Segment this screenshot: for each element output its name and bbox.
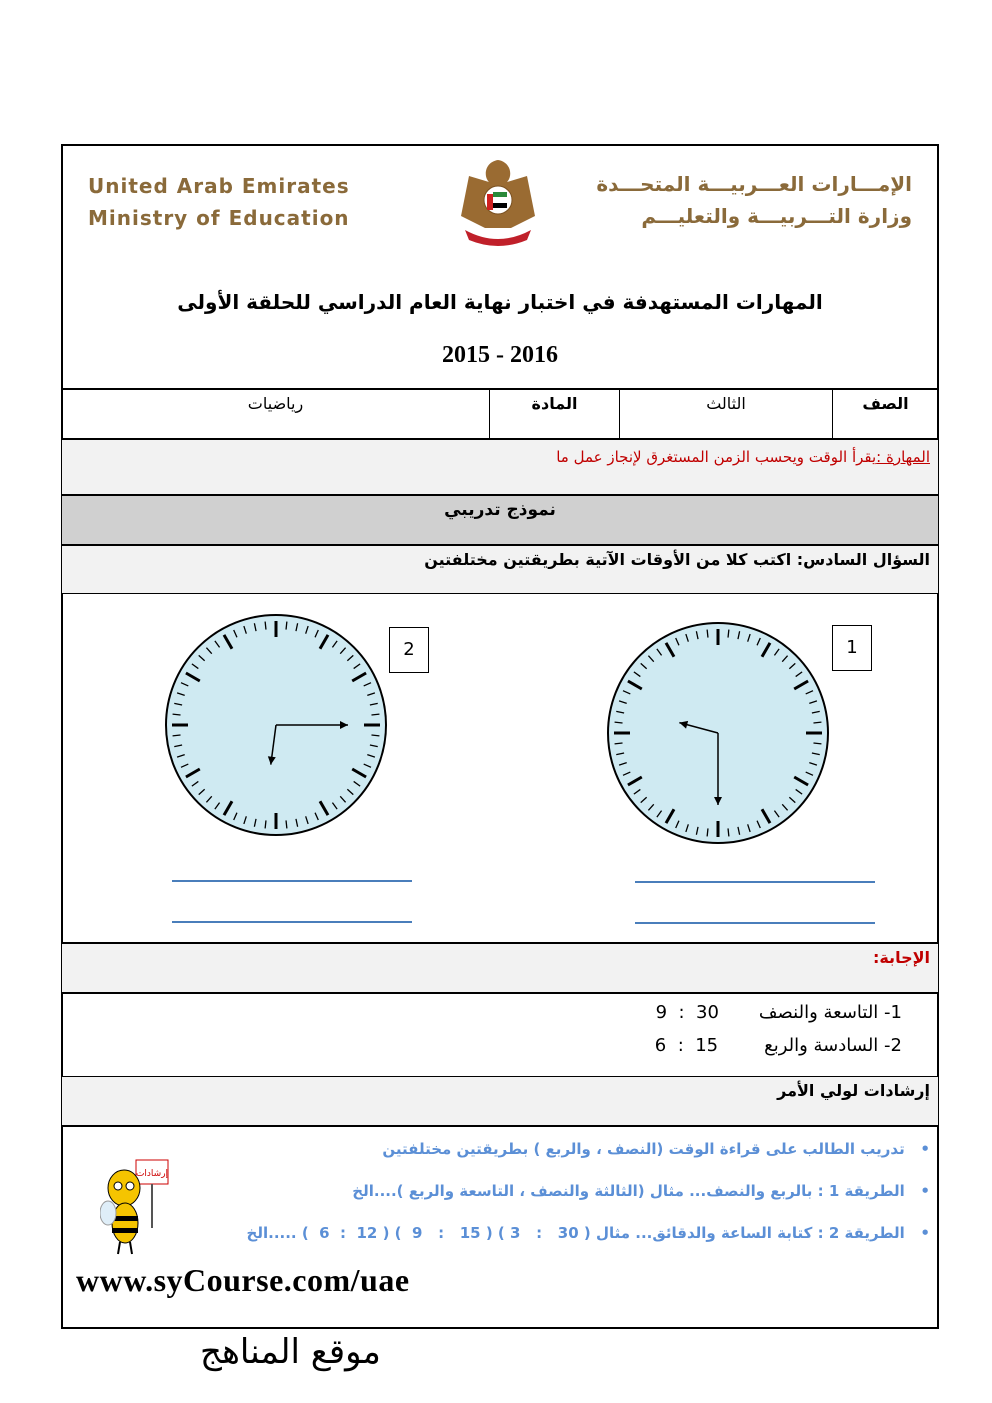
answer-line[interactable] — [172, 880, 412, 882]
bee-mascot-icon — [100, 1158, 175, 1258]
answer-line[interactable] — [635, 881, 875, 883]
subject-label: المادة — [531, 394, 578, 413]
guidance-header-row — [62, 1077, 938, 1125]
grade-value: الثالث — [706, 394, 746, 413]
clock-tick — [728, 630, 729, 638]
subject-value: رياضيات — [247, 394, 304, 413]
question-text: السؤال السادس: اكتب كلا من الأوقات الآتية بطريقتين مختلفتين — [424, 550, 930, 569]
svg-text:إرشادات: إرشادات — [135, 1169, 169, 1179]
clock-1-number: 1 — [832, 625, 872, 671]
divider — [61, 992, 939, 994]
page-title: المهارات المستهدفة في اختبار نهاية العام الدراسي للحلقة الأولى — [177, 290, 823, 314]
divider — [61, 593, 939, 594]
answer-words: التاسعة والنصف — [758, 1002, 879, 1023]
clock-tick — [371, 735, 379, 736]
guidance-text: الطريقة 2 : كتابة الساعة والدقائق... مثال ( 30 : 3 ) ( 15 : 9 ) ( 12 : 6 ) .....الخ — [246, 1224, 905, 1242]
guidance-label: إرشادات لولي الأمر — [777, 1081, 930, 1100]
clock-tick — [371, 714, 379, 715]
clock-tick — [265, 622, 266, 630]
footer-text: موقع المناهج — [200, 1332, 381, 1372]
clock-tick — [173, 735, 181, 736]
answer-item — [602, 996, 902, 1029]
clock-tick — [265, 820, 266, 828]
en-line2: Ministry of Education — [88, 206, 350, 230]
answer-words: السادسة والربع — [764, 1035, 879, 1056]
guidance-item: • الطريقة 2 : كتابة الساعة والدقائق... مثال ( 30 : 3 ) ( 15 : 9 ) ( 12 : 6 ) .....الخ — [246, 1224, 930, 1242]
skill-value: يقرأ الوقت ويحسب الزمن المستغرق لإنجاز عمل ما — [556, 448, 877, 466]
clock-tick — [813, 743, 821, 744]
guidance-item: • الطريقة 1 : بالربع والنصف... مثال (الثالثة والنصف ، التاسعة والربع )....الخ — [352, 1182, 930, 1200]
guidance-list — [246, 1128, 930, 1254]
answer-line[interactable] — [172, 921, 412, 923]
divider — [61, 388, 939, 390]
model-row — [62, 496, 938, 544]
clock-tick — [615, 722, 623, 723]
clock-tick — [728, 828, 729, 836]
website-url[interactable]: www.syCourse.com/uae — [76, 1262, 410, 1298]
en-line1: United Arab Emirates — [88, 174, 350, 198]
skill-row — [62, 440, 938, 494]
guidance-text: الطريقة 1 : بالربع والنصف... مثال (الثالثة والنصف ، التاسعة والربع )....الخ — [352, 1182, 905, 1200]
question-row — [62, 546, 938, 593]
grade-label: الصف — [862, 394, 909, 413]
clock-tick — [813, 722, 821, 723]
clock-tick — [615, 743, 623, 744]
guidance-item: • تدريب الطالب على قراءة الوقت (النصف ، والربع ) بطريقتين مختلفتين — [382, 1140, 930, 1158]
answer-digits: 6 : 15 — [654, 1035, 719, 1056]
academic-year: 2015 - 2016 — [442, 342, 558, 368]
answer-digits: 9 : 30 — [655, 1002, 719, 1023]
clock-tick — [707, 828, 708, 836]
answer-line[interactable] — [635, 922, 875, 924]
model-label: نموذج تدريبي — [444, 500, 556, 520]
clock-tick — [173, 714, 181, 715]
divider — [61, 1125, 939, 1127]
answer-item — [602, 1029, 902, 1062]
ar-line2: وزارة التـــربيـــة والتعليـــم — [641, 204, 912, 228]
skill-label: المهارة : — [876, 448, 930, 466]
clock-tick — [707, 630, 708, 638]
clock-1 — [600, 615, 836, 851]
answer-index: 1- — [884, 1002, 902, 1023]
answer-header-row — [62, 944, 938, 992]
clock-2 — [158, 607, 394, 843]
skill-text — [556, 448, 930, 466]
uae-emblem-icon — [455, 156, 541, 246]
clock-2-number: 2 — [389, 627, 429, 673]
clock-tick — [286, 622, 287, 630]
ministry-name-ar — [596, 168, 912, 232]
ar-line1: الإمـــارات العـــربيـــة المتحـــدة — [596, 172, 912, 196]
ministry-name-en — [88, 170, 350, 234]
answer-index: 2- — [884, 1035, 902, 1056]
answers-list — [602, 996, 902, 1062]
answer-label: الإجابة: — [872, 948, 930, 967]
clock-tick — [286, 820, 287, 828]
guidance-text: تدريب الطالب على قراءة الوقت (النصف ، والربع ) بطريقتين مختلفتين — [382, 1140, 905, 1158]
